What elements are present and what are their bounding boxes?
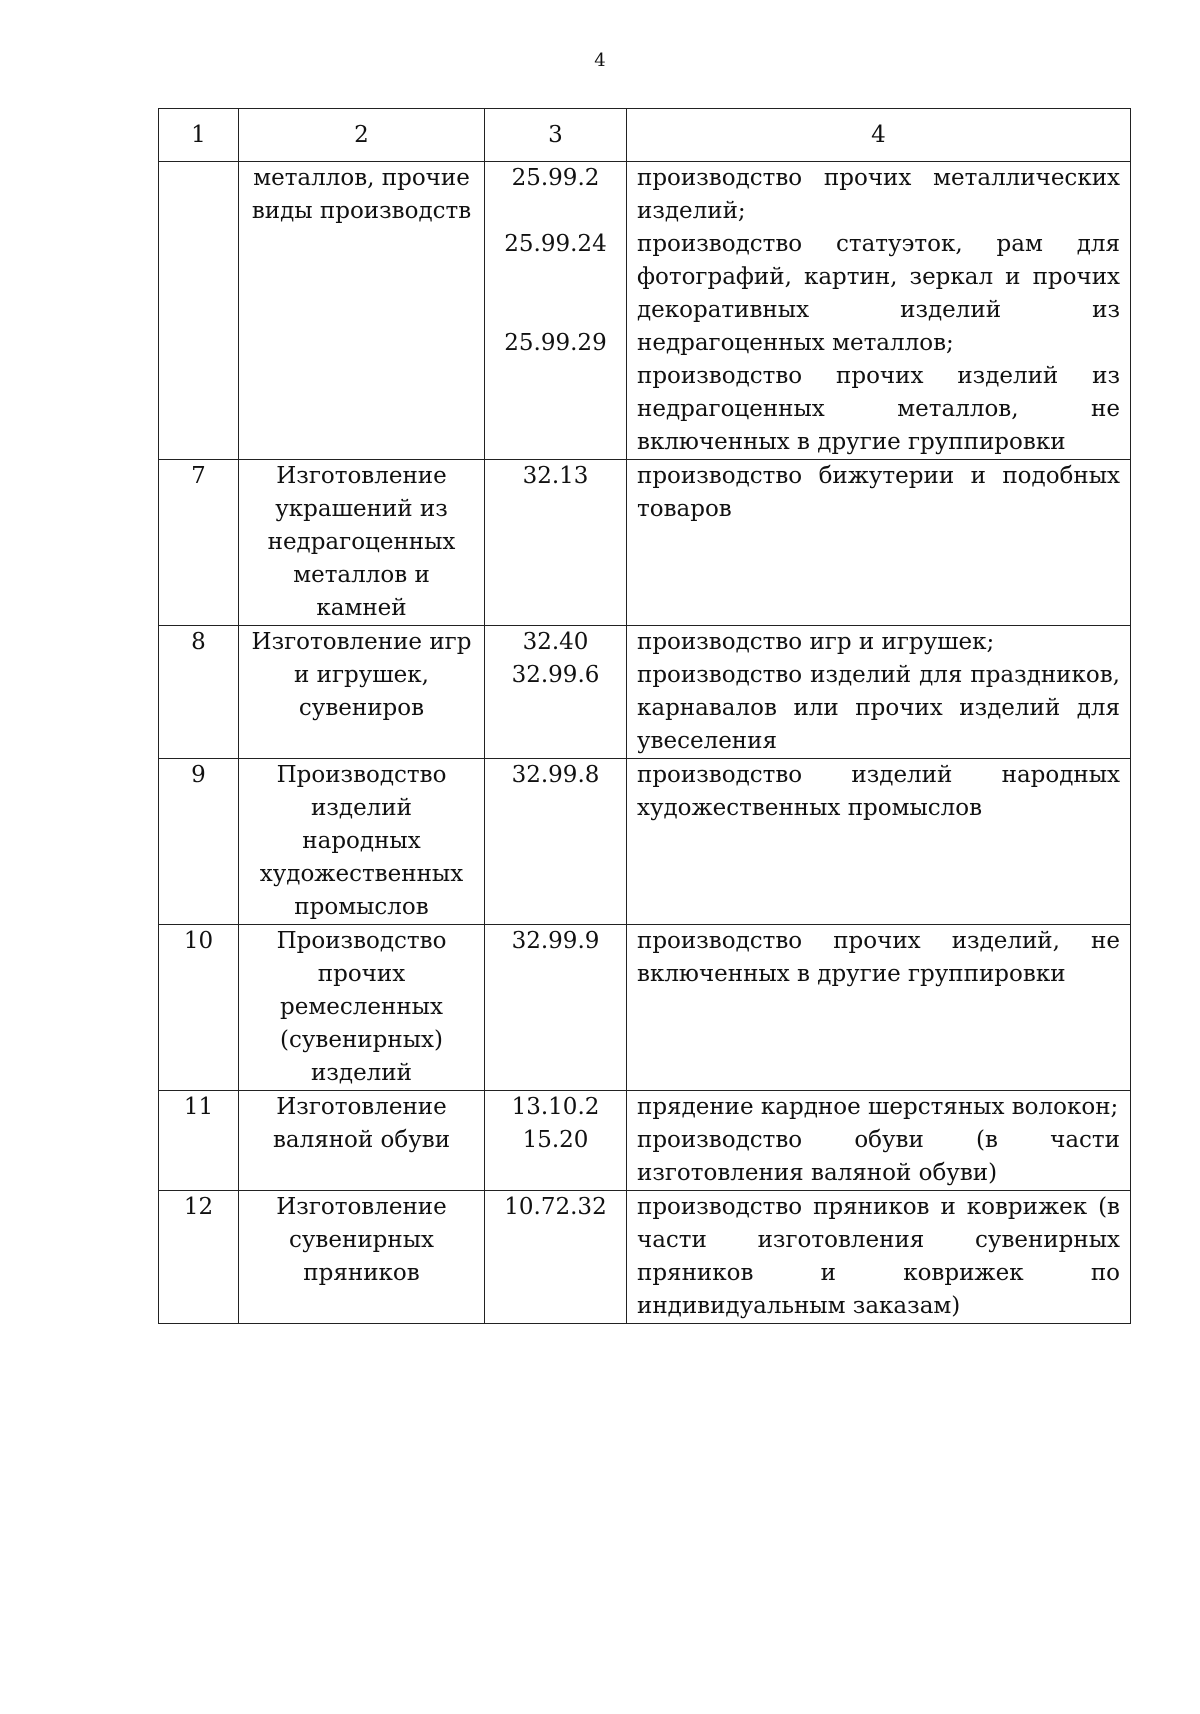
table-row [159,925,1131,1091]
table-header-row [159,109,1131,162]
activity-name: металлов, прочие виды производств [239,162,485,460]
table-row [159,162,1131,460]
activity-codes-table [158,108,1131,1324]
okved-codes: 13.10.2 15.20 [485,1091,627,1191]
table-row [159,1191,1131,1324]
page-number: 4 [594,50,606,71]
row-number: 11 [159,1091,239,1191]
table-row [159,1091,1131,1191]
okved-codes: 32.13 [485,460,627,626]
header-col-2: 2 [239,109,485,162]
activity-name: Изготовление валяной обуви [239,1091,485,1191]
activity-description: прядение кардное шерстяных волокон; производство обуви (в части изготовления валяной обуви) [627,1091,1131,1191]
activity-name: Изготовление игр и игрушек, сувениров [239,626,485,759]
activity-description: производство бижутерии и подобных товаров [627,460,1131,626]
activity-description: производство изделий народных художественных промыслов [627,759,1131,925]
table-row [159,626,1131,759]
activity-name: Производство изделий народных художественных промыслов [239,759,485,925]
activity-description: производство прочих металлических изделий; производство статуэток, рам для фотографий, картин, зеркал и прочих декоративных изделий из недрагоценных металлов; производство прочих изделий из недрагоценных металлов, не включенных в другие группировки [627,162,1131,460]
row-number [159,162,239,460]
activity-description: производство прочих изделий, не включенных в другие группировки [627,925,1131,1091]
okved-codes: 10.72.32 [485,1191,627,1324]
row-number: 9 [159,759,239,925]
table-row [159,759,1131,925]
activity-name: Изготовление сувенирных пряников [239,1191,485,1324]
okved-codes: 32.99.9 [485,925,627,1091]
activity-name: Производство прочих ремесленных (сувенирных) изделий [239,925,485,1091]
activity-name: Изготовление украшений из недрагоценных металлов и камней [239,460,485,626]
header-col-1: 1 [159,109,239,162]
activity-description: производство пряников и коврижек (в части изготовления сувенирных пряников и коврижек по индивидуальным заказам) [627,1191,1131,1324]
row-number: 8 [159,626,239,759]
okved-codes: 32.40 32.99.6 [485,626,627,759]
row-number: 12 [159,1191,239,1324]
table-row [159,460,1131,626]
okved-codes: 32.99.8 [485,759,627,925]
row-number: 10 [159,925,239,1091]
header-col-3: 3 [485,109,627,162]
okved-codes: 25.99.2 25.99.24 25.99.29 [485,162,627,460]
header-col-4: 4 [627,109,1131,162]
row-number: 7 [159,460,239,626]
activity-description: производство игр и игрушек; производство изделий для праздников, карнавалов или прочих изделий для увеселения [627,626,1131,759]
